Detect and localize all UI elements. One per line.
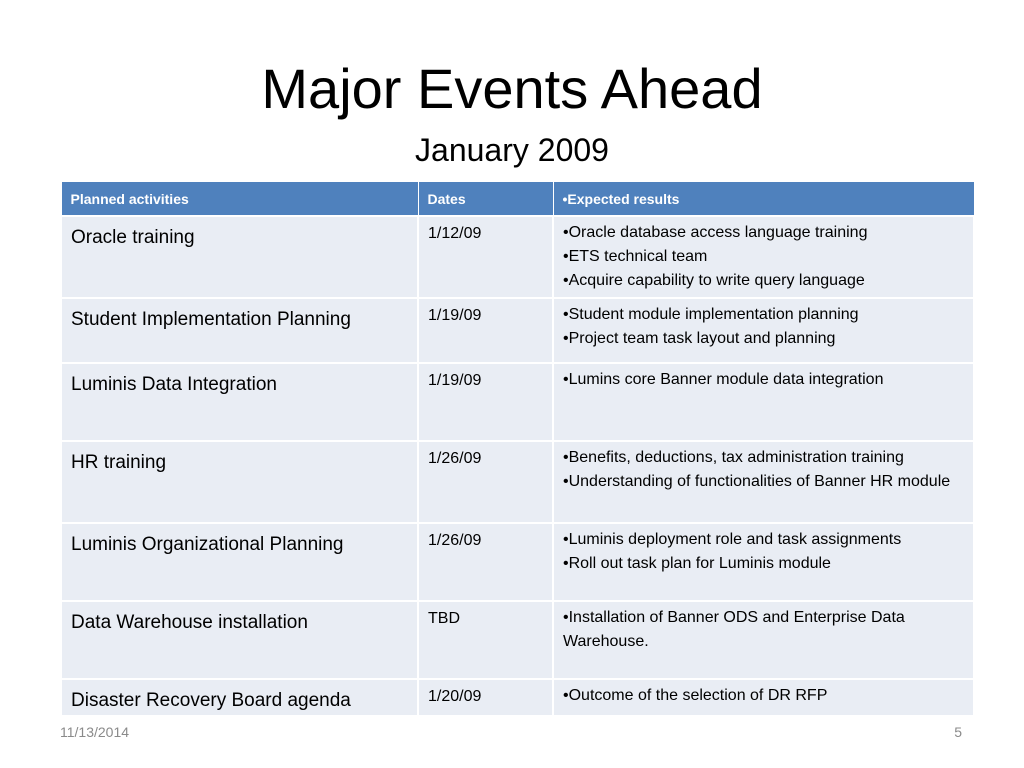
table-row	[61, 441, 974, 523]
result-item: •Project team task layout and planning	[563, 330, 836, 347]
footer-date: 11/13/2014	[60, 724, 130, 740]
table-row	[61, 601, 974, 679]
result-item: •Understanding of functionalities of Banner HR module	[563, 473, 951, 490]
activity-cell: Luminis Data Integration	[61, 363, 418, 441]
activity-cell: Disaster Recovery Board agenda	[61, 679, 418, 716]
result-item: •Outcome of the selection of DR RFP	[563, 687, 828, 704]
result-item: •Lumins core Banner module data integration	[563, 371, 884, 388]
date-cell: 1/20/09	[418, 679, 553, 716]
activity-cell: Luminis Organizational Planning	[61, 523, 418, 601]
result-item: •Luminis deployment role and task assignments	[563, 531, 902, 548]
page-number: 5	[954, 724, 962, 740]
result-item: •Benefits, deductions, tax administration training	[563, 449, 904, 466]
date-cell: 1/12/09	[418, 216, 553, 298]
table-header-row	[61, 182, 974, 217]
table-row	[61, 216, 974, 298]
result-item: •ETS technical team	[563, 248, 708, 265]
activity-cell: Oracle training	[61, 216, 418, 298]
activity-cell: Data Warehouse installation	[61, 601, 418, 679]
header-expected-results: •Expected results	[553, 182, 974, 217]
results-cell	[553, 363, 974, 441]
results-cell	[553, 523, 974, 601]
results-cell	[553, 601, 974, 679]
result-item: •Installation of Banner ODS and Enterprise Data Warehouse.	[563, 609, 905, 650]
table-row	[61, 298, 974, 363]
date-cell: 1/26/09	[418, 441, 553, 523]
result-item: •Oracle database access language training	[563, 224, 868, 241]
results-cell	[553, 298, 974, 363]
results-cell	[553, 216, 974, 298]
slide-subtitle: January 2009	[415, 132, 609, 168]
results-cell	[553, 679, 974, 716]
date-cell: 1/26/09	[418, 523, 553, 601]
header-dates: Dates	[418, 182, 553, 217]
results-cell	[553, 441, 974, 523]
date-cell: 1/19/09	[418, 298, 553, 363]
slide-title: Major Events Ahead	[261, 57, 763, 120]
activity-cell: Student Implementation Planning	[61, 298, 418, 363]
header-planned-activities: Planned activities	[61, 182, 418, 217]
result-item: •Student module implementation planning	[563, 306, 859, 323]
result-item: •Roll out task plan for Luminis module	[563, 555, 831, 572]
table-row	[61, 523, 974, 601]
result-item: •Acquire capability to write query language	[563, 272, 865, 289]
table-row	[61, 679, 974, 716]
events-table	[60, 181, 975, 717]
date-cell: TBD	[418, 601, 553, 679]
activity-cell: HR training	[61, 441, 418, 523]
table-row	[61, 363, 974, 441]
date-cell: 1/19/09	[418, 363, 553, 441]
